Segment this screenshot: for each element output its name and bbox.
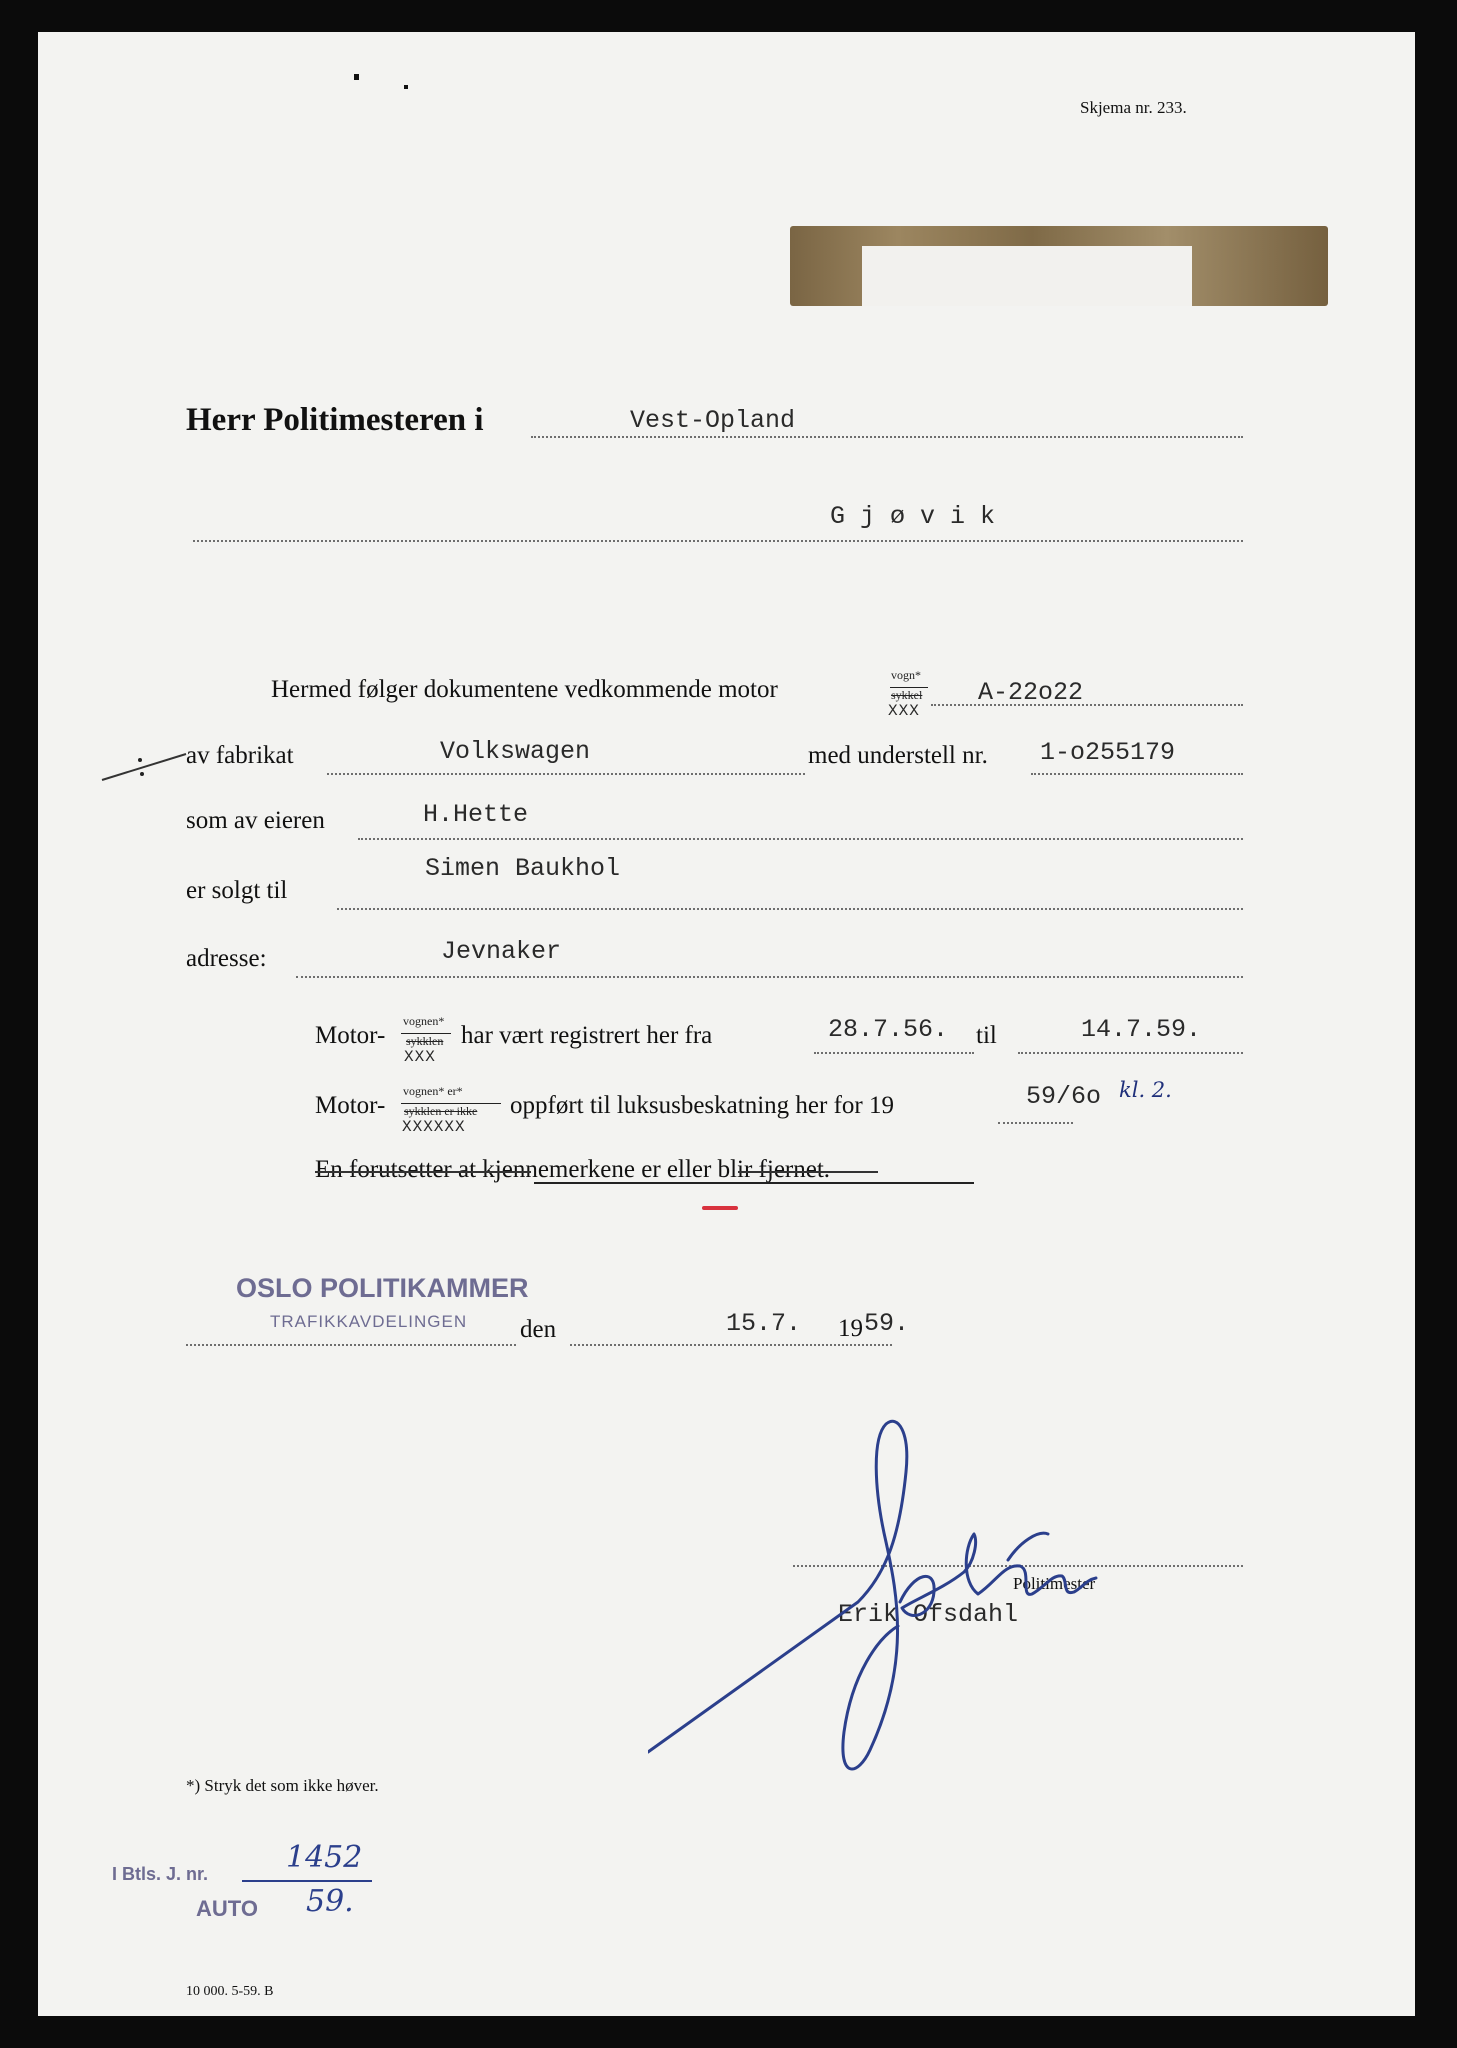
value-eier: H.Hette <box>423 800 529 829</box>
recipient-district: Vest-Opland <box>630 406 796 435</box>
ink-speck <box>404 85 408 89</box>
typed-name: Erik Ofsdahl <box>838 1600 1019 1629</box>
label-den: den <box>520 1316 557 1343</box>
auto-number: 59. <box>306 1884 354 1919</box>
luxury-year: 59/6o <box>1026 1082 1102 1111</box>
journal-label: I Btls. J. nr. <box>112 1864 209 1884</box>
journal-underline <box>242 1880 372 1882</box>
form-number: Skjema nr. 233. <box>1080 98 1187 117</box>
registered-to: 14.7.59. <box>1081 1015 1202 1044</box>
motor-prefix: Motor- <box>315 1022 386 1049</box>
margin-tick-mark <box>100 748 190 788</box>
frac-vogn: vogn* <box>891 668 921 682</box>
eier-line <box>358 838 1243 840</box>
frac-vognen: vognen* <box>403 1014 445 1028</box>
registration-number: A-22o22 <box>978 678 1084 707</box>
registered-text: har vært registrert her fra <box>461 1022 713 1049</box>
motor-prefix: Motor- <box>315 1092 386 1119</box>
label-adresse: adresse: <box>186 945 267 972</box>
luxury-text: oppført til luksusbeskatning her for 19 <box>510 1092 894 1119</box>
handwritten-note: kl. 2. <box>1119 1078 1172 1102</box>
understell-line <box>1031 773 1243 775</box>
journal-number: 1452 <box>286 1840 363 1875</box>
heading: Herr Politimesteren i <box>186 402 484 438</box>
label-til: til <box>976 1022 997 1049</box>
adresse-line <box>296 976 1243 978</box>
print-code: 10 000. 5-59. B <box>186 1984 274 1999</box>
ink-speck <box>354 74 359 80</box>
value-fabrikat: Volkswagen <box>440 737 591 766</box>
registered-from: 28.7.56. <box>828 1015 949 1044</box>
signature-role: Politimester <box>1013 1574 1096 1593</box>
document-page <box>38 32 1415 2016</box>
from-line <box>814 1052 974 1054</box>
strike-xxx: XXX <box>888 702 920 720</box>
strike-through <box>315 1171 531 1173</box>
underline <box>534 1182 974 1184</box>
label-understell: med understell nr. <box>808 742 988 769</box>
value-adresse: Jevnaker <box>441 937 562 966</box>
strike-xxx: XXX <box>404 1048 436 1066</box>
strike-xxxxxx: XXXXXX <box>402 1118 466 1136</box>
auto-label: AUTO <box>196 1896 258 1921</box>
date-line <box>570 1344 892 1346</box>
frac-sykklen-er-ikke: sykklen er ikke <box>404 1104 478 1118</box>
stamp-line-1: OSLO POLITIKAMMER <box>236 1273 529 1303</box>
plates-sentence: En forutsetter at kjennemerkene er eller blir fjernet. <box>315 1156 831 1183</box>
frac-sykklen: sykklen <box>406 1034 444 1048</box>
date-value: 15.7. <box>726 1309 802 1338</box>
tape-remnant <box>790 226 1328 306</box>
red-pencil-mark <box>702 1206 738 1210</box>
year-suffix: 59. <box>864 1309 910 1338</box>
intro-text: Hermed følger dokumentene vedkommende motor <box>271 676 778 703</box>
frac-sykkel: sykkel <box>891 688 923 702</box>
fabrikat-line <box>327 773 805 775</box>
signature-scribble <box>648 1412 1208 1782</box>
label-solgt: er solgt til <box>186 877 288 904</box>
to-line <box>1018 1052 1243 1054</box>
kjoper-line <box>337 908 1243 910</box>
value-kjoper: Simen Baukhol <box>425 854 621 883</box>
value-understell: 1-o255179 <box>1040 738 1176 767</box>
year-line <box>998 1122 1073 1124</box>
city-line <box>193 540 1243 542</box>
label-fabrikat: av fabrikat <box>186 742 294 769</box>
place-line <box>186 1344 516 1346</box>
strike-through <box>738 1171 878 1173</box>
stamp-line-2: TRAFIKKAVDELINGEN <box>270 1312 468 1331</box>
footnote: *) Stryk det som ikke høver. <box>186 1776 379 1795</box>
label-eier: som av eieren <box>186 807 325 834</box>
frac-vognen-er: vognen* er* <box>403 1084 463 1098</box>
district-line <box>531 436 1243 438</box>
year-prefix: 19 <box>838 1315 863 1342</box>
recipient-city: G j ø v i k <box>830 502 996 531</box>
